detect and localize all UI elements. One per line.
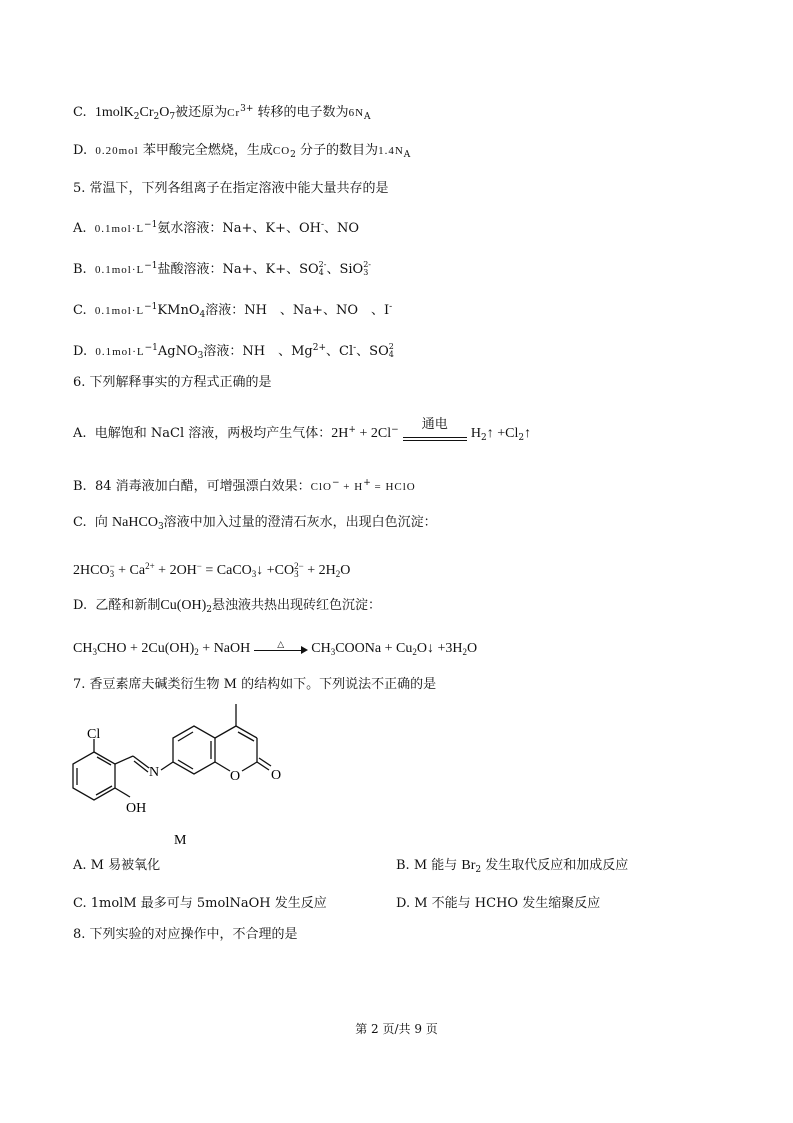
question-5: 5. 常温下，下列各组离子在指定溶液中能大量共存的是 xyxy=(73,181,389,196)
option-5b: B. $0.1mol\cdot L^{-1}$盐酸溶液：Na+、K+、SO2- 4 、SiO2- 3 xyxy=(73,260,371,277)
option-7b: B. M 能与 $Br_2$ 发生取代反应和加成反应 xyxy=(396,858,629,875)
molecule-m-structure xyxy=(70,702,310,852)
option-5a: A. $0.1mol\cdot L^{-1}$氨水溶液：Na+、K+、OH-、NO xyxy=(73,220,360,236)
heating-arrow: △ xyxy=(254,642,308,656)
chlorine-label: Cl xyxy=(87,727,101,742)
option-6c: C. 向 NaHCO$_3$溶液中加入过量的澄清石灰水，出现白色沉淀： xyxy=(73,515,437,532)
option-4c: C. $1molK_2Cr_2O_7$被还原为$Cr^{3+}$ 转移的电子数为$6N_A$ xyxy=(73,104,371,122)
option-4d: D. 0.20mol 苯甲酸完全燃烧，生成$CO_2$ 分子的数目为$1.4N_A$ xyxy=(73,143,411,160)
page-footer: 第 2 页/共 9 页 xyxy=(355,1022,438,1036)
molecule-name-label: M xyxy=(174,833,187,848)
question-7: 7. 香豆素席夫碱类衍生物 M 的结构如下。下列说法不正确的是 xyxy=(73,677,437,692)
option-7d: D. M 不能与 HCHO 发生缩聚反应 xyxy=(396,896,601,911)
option-5d: D. $0.1mol\cdot L^{-1}AgNO_3$溶液：NH 、$Mg^{2+}$、Cl-、SO2 4 xyxy=(73,342,394,361)
equation-6d: $CH_3CHO + 2Cu(OH)_2$ + NaOH △ $CH_3COONa$ + $Cu_2O↓ +3H_2O$ xyxy=(73,638,478,657)
hydroxyl-label: OH xyxy=(126,801,147,816)
option-5c: C. $0.1mol\cdot L^{-1}KMnO_4$溶液：NH 、Na+、NO 、I- xyxy=(73,302,393,320)
nitrogen-label: N xyxy=(149,765,160,780)
option-6b: B. 84 消毒液加白醋，可增强漂白效果：ClO− + H+ = HClO xyxy=(73,478,416,494)
option-7a: A. M 易被氧化 xyxy=(73,858,161,873)
ring-oxygen-label: O xyxy=(230,769,241,784)
equation-6c: 2HCO− $3 + Ca^{2+} + 2OH^-$ = CaCO$_3$↓ +CO2− $3 + 2H_2O$ xyxy=(73,561,351,579)
question-8: 8. 下列实验的对应操作中，不合理的是 xyxy=(73,927,298,942)
question-6: 6. 下列解释事实的方程式正确的是 xyxy=(73,375,272,390)
electrolysis-condition: 通电 xyxy=(403,425,467,443)
option-7c: C. 1molM 最多可与 5molNaOH 发生反应 xyxy=(73,896,327,911)
option-6a: A. 电解饱和 NaCl 溶液，两极均产生气体：2H+ + 2Cl− 通电 $H_2↑$ $+Cl_2↑$ xyxy=(73,416,532,443)
option-6d: D. 乙醛和新制$Cu(OH)_2$悬浊液共热出现砖红色沉淀： xyxy=(73,598,382,615)
carbonyl-oxygen-label: O xyxy=(271,768,282,783)
